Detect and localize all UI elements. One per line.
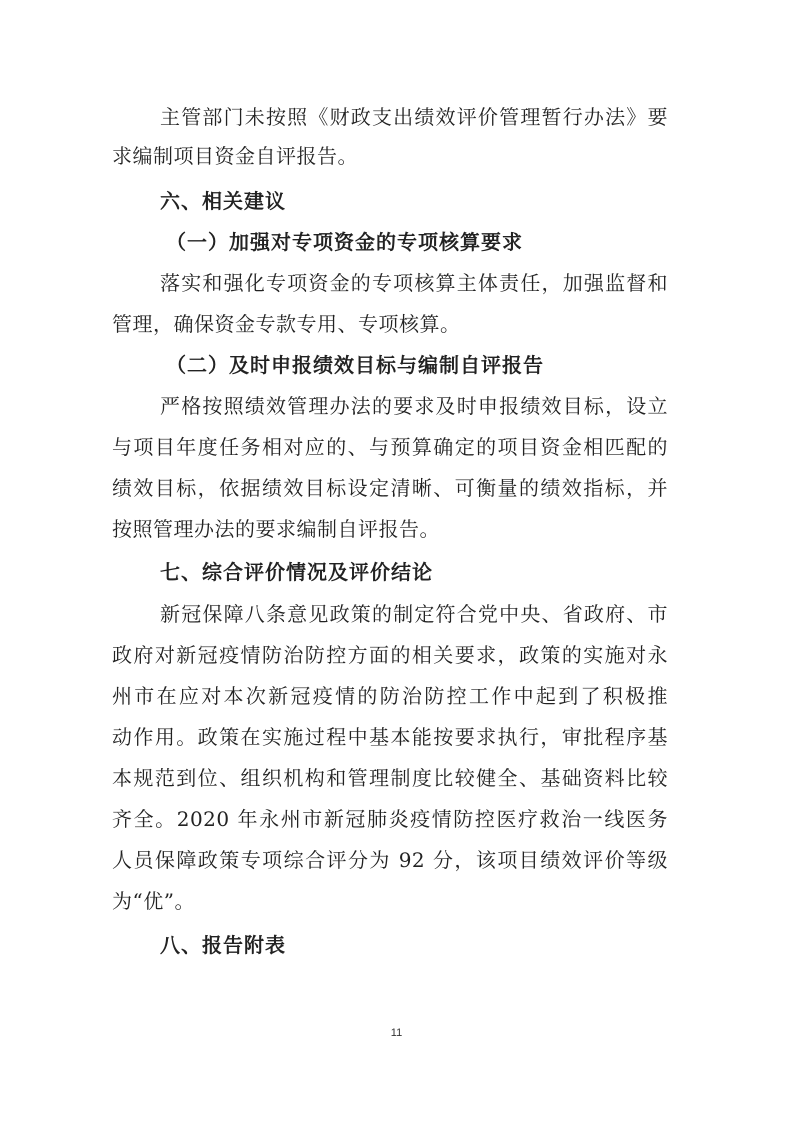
paragraph-line: 落实和强化专项资金的专项核算主体责任，加强监督和 xyxy=(160,271,668,295)
paragraph-line: 按照管理办法的要求编制自评报告。 xyxy=(112,517,440,541)
subsection-heading: （二）及时申报绩效目标与编制自评报告 xyxy=(166,353,544,377)
subsection-heading: （一）加强对专项资金的专项核算要求 xyxy=(166,230,523,254)
paragraph-line: 齐全。2020 年永州市新冠肺炎疫情防控医疗救治一线医务 xyxy=(112,807,668,831)
paragraph-line: 州市在应对本次新冠疫情的防治防控工作中起到了积极推 xyxy=(112,684,668,708)
paragraph-line: 为“优”。 xyxy=(112,889,195,913)
paragraph-line: 主管部门未按照《财政支出绩效评价管理暂行办法》要 xyxy=(160,105,668,129)
section-heading: 六、相关建议 xyxy=(160,189,286,213)
paragraph-line: 管理，确保资金专款专用、专项核算。 xyxy=(112,312,461,336)
paragraph-line: 绩效目标，依据绩效目标设定清晰、可衡量的绩效指标，并 xyxy=(112,476,668,500)
paragraph-line: 政府对新冠疫情防治防控方面的相关要求，政策的实施对永 xyxy=(112,643,668,667)
paragraph-line: 求编制项目资金自评报告。 xyxy=(112,144,358,168)
paragraph-line: 严格按照绩效管理办法的要求及时申报绩效目标，设立 xyxy=(160,394,668,418)
section-heading: 七、综合评价情况及评价结论 xyxy=(160,560,433,584)
paragraph-line: 本规范到位、组织机构和管理制度比较健全、基础资料比较 xyxy=(112,766,668,790)
section-heading: 八、报告附表 xyxy=(160,933,286,957)
paragraph-line: 人员保障政策专项综合评分为 92 分，该项目绩效评价等级 xyxy=(112,848,668,872)
page-number: 11 xyxy=(390,1027,403,1039)
paragraph-line: 动作用。政策在实施过程中基本能按要求执行，审批程序基 xyxy=(112,725,668,749)
paragraph-line: 新冠保障八条意见政策的制定符合党中央、省政府、市 xyxy=(160,602,668,626)
paragraph-line: 与项目年度任务相对应的、与预算确定的项目资金相匹配的 xyxy=(112,435,668,459)
